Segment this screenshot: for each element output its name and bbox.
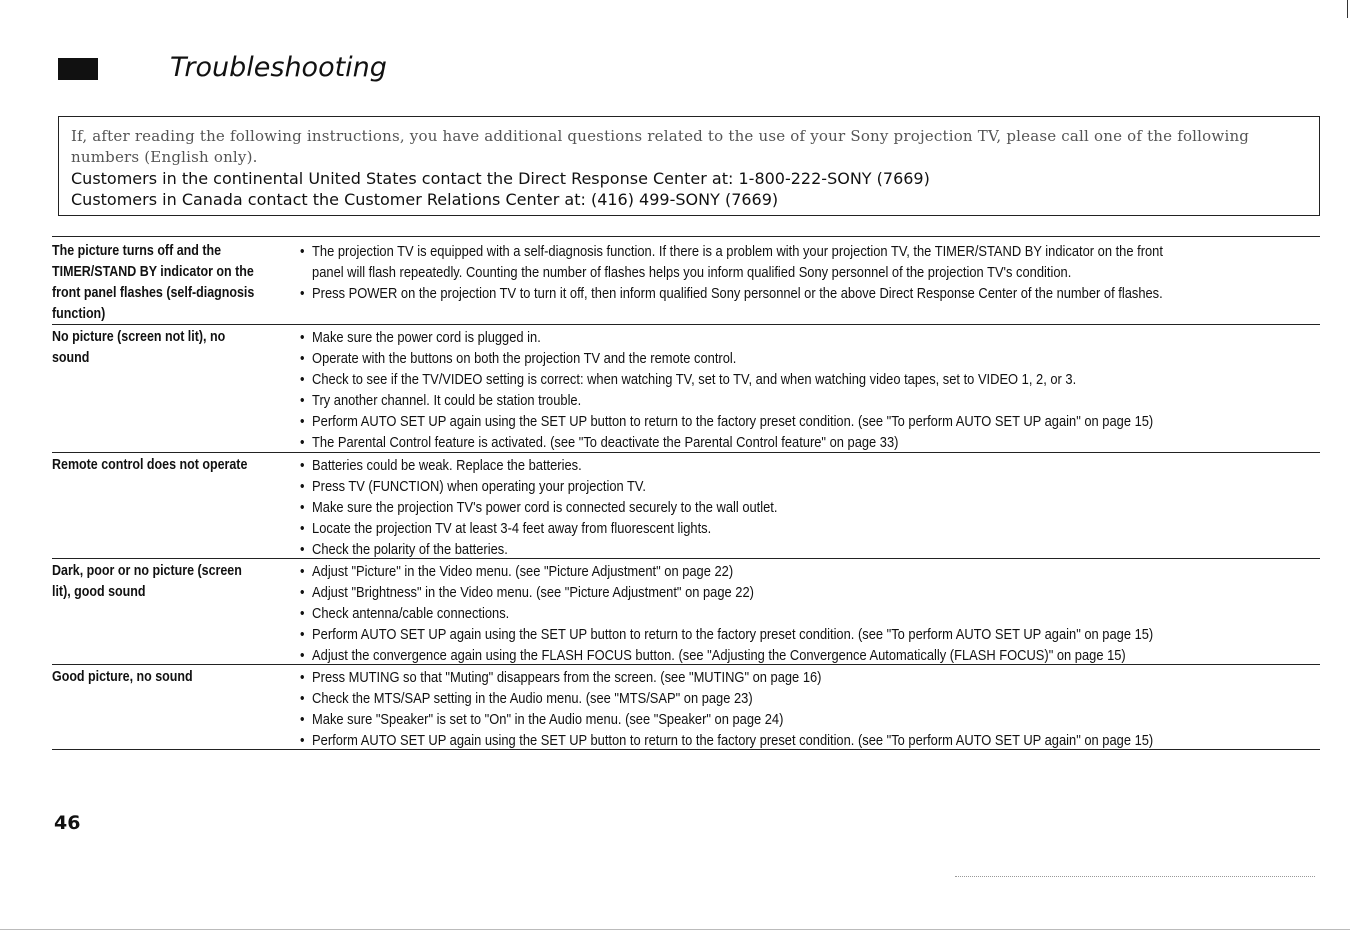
remedy-item: • Press MUTING so that "Muting" disappears from the screen. (see "MUTING" on page 16) — [300, 667, 1263, 688]
symptom-label: Remote control does not operate — [52, 457, 248, 473]
remedy-item: • Adjust "Brightness" in the Video menu. (see "Picture Adjustment" on page 22) — [300, 582, 1263, 603]
remedy-item: • Perform AUTO SET UP again using the SET UP button to return to the factory preset condition. (see "To perform AUTO SET UP again" on page 15) — [300, 730, 1263, 751]
remedy-item: • Press TV (FUNCTION) when operating your projection TV. — [300, 476, 1263, 497]
remedy-item: • Operate with the buttons on both the projection TV and the remote control. — [300, 348, 1263, 369]
remedy-item: • Make sure the projection TV's power cord is connected securely to the wall outlet. — [300, 497, 1263, 518]
row-divider — [52, 324, 1320, 325]
row-divider — [52, 664, 1320, 665]
remedy-item: • Check the polarity of the batteries. — [300, 539, 1263, 560]
symptom-label: The picture turns off and the TIMER/STAND BY indicator on the front panel flashes (self-diagnosis function) — [52, 243, 255, 322]
remedy-item: • The Parental Control feature is activated. (see "To deactivate the Parental Control feature" on page 33) — [300, 432, 1263, 453]
remedy-continuation: panel will flash repeatedly. Counting the number of flashes helps you inform qualified Sony personnel of the projection TV's condition. — [312, 264, 1072, 281]
symptom-label: Good picture, no sound — [52, 669, 193, 685]
remedy-list — [300, 241, 1350, 304]
row-divider — [52, 558, 1320, 559]
remedy-item: • Check the MTS/SAP setting in the Audio menu. (see "MTS/SAP" on page 23) — [300, 688, 1263, 709]
contact-canada-line: Customers in Canada contact the Customer Relations Center at: (416) 499-SONY (7669) — [71, 190, 779, 209]
remedy-item: • Try another channel. It could be station trouble. — [300, 390, 1263, 411]
remedy-item: • Press POWER on the projection TV to turn it off, then inform qualified Sony personnel or the above Direct Response Center of the number of flashes. — [300, 283, 1263, 304]
remedy-item: • Check antenna/cable connections. — [300, 603, 1263, 624]
remedy-list — [300, 455, 1350, 560]
remedy-list — [300, 327, 1350, 453]
contact-info-box — [58, 116, 1320, 216]
remedy-item: • Perform AUTO SET UP again using the SET UP button to return to the factory preset condition. (see "To perform AUTO SET UP again" on page 15) — [300, 411, 1263, 432]
section-marker-block — [58, 58, 98, 80]
remedy-item: • Adjust the convergence again using the FLASH FOCUS button. (see "Adjusting the Convergence Automatically (FLASH FOCUS)" on page 15) — [300, 645, 1263, 666]
scan-speckle — [955, 876, 1315, 877]
table-top-rule — [52, 236, 1320, 237]
remedy-item: • Perform AUTO SET UP again using the SET UP button to return to the factory preset condition. (see "To perform AUTO SET UP again" on page 15) — [300, 624, 1263, 645]
remedy-item: • Check to see if the TV/VIDEO setting is correct: when watching TV, set to TV, and when watching video tapes, set to VIDEO 1, 2, or 3. — [300, 369, 1263, 390]
remedy-item: • Make sure "Speaker" is set to "On" in the Audio menu. (see "Speaker" on page 24) — [300, 709, 1263, 730]
remedy-list — [300, 667, 1350, 751]
symptom-label: Dark, poor or no picture (screen lit), good sound — [52, 563, 242, 600]
page-number: 46 — [54, 812, 81, 834]
remedy-item: • The projection TV is equipped with a self-diagnosis function. If there is a problem with your projection TV, the TIMER/STAND BY indicator on the front — [300, 241, 1263, 262]
table-bottom-rule — [52, 749, 1320, 750]
scan-edge-mark — [1347, 0, 1348, 18]
page-title: Troubleshooting — [170, 52, 387, 83]
symptom-label: No picture (screen not lit), no sound — [52, 329, 226, 366]
row-divider — [52, 452, 1320, 453]
scan-bottom-edge — [0, 929, 1350, 930]
contact-intro-line-2: numbers (English only). — [71, 148, 258, 166]
remedy-item: • Locate the projection TV at least 3-4 feet away from fluorescent lights. — [300, 518, 1263, 539]
contact-intro-line-1: If, after reading the following instructions, you have additional questions related to the use of your Sony projection TV, please call one of the following — [71, 127, 1250, 145]
remedy-item: • Batteries could be weak. Replace the batteries. — [300, 455, 1263, 476]
remedy-item: • Adjust "Picture" in the Video menu. (see "Picture Adjustment" on page 22) — [300, 561, 1263, 582]
remedy-item: • Make sure the power cord is plugged in. — [300, 327, 1263, 348]
remedy-list — [300, 561, 1350, 666]
contact-us-line: Customers in the continental United States contact the Direct Response Center at: 1-800-222-SONY (7669) — [71, 169, 930, 188]
